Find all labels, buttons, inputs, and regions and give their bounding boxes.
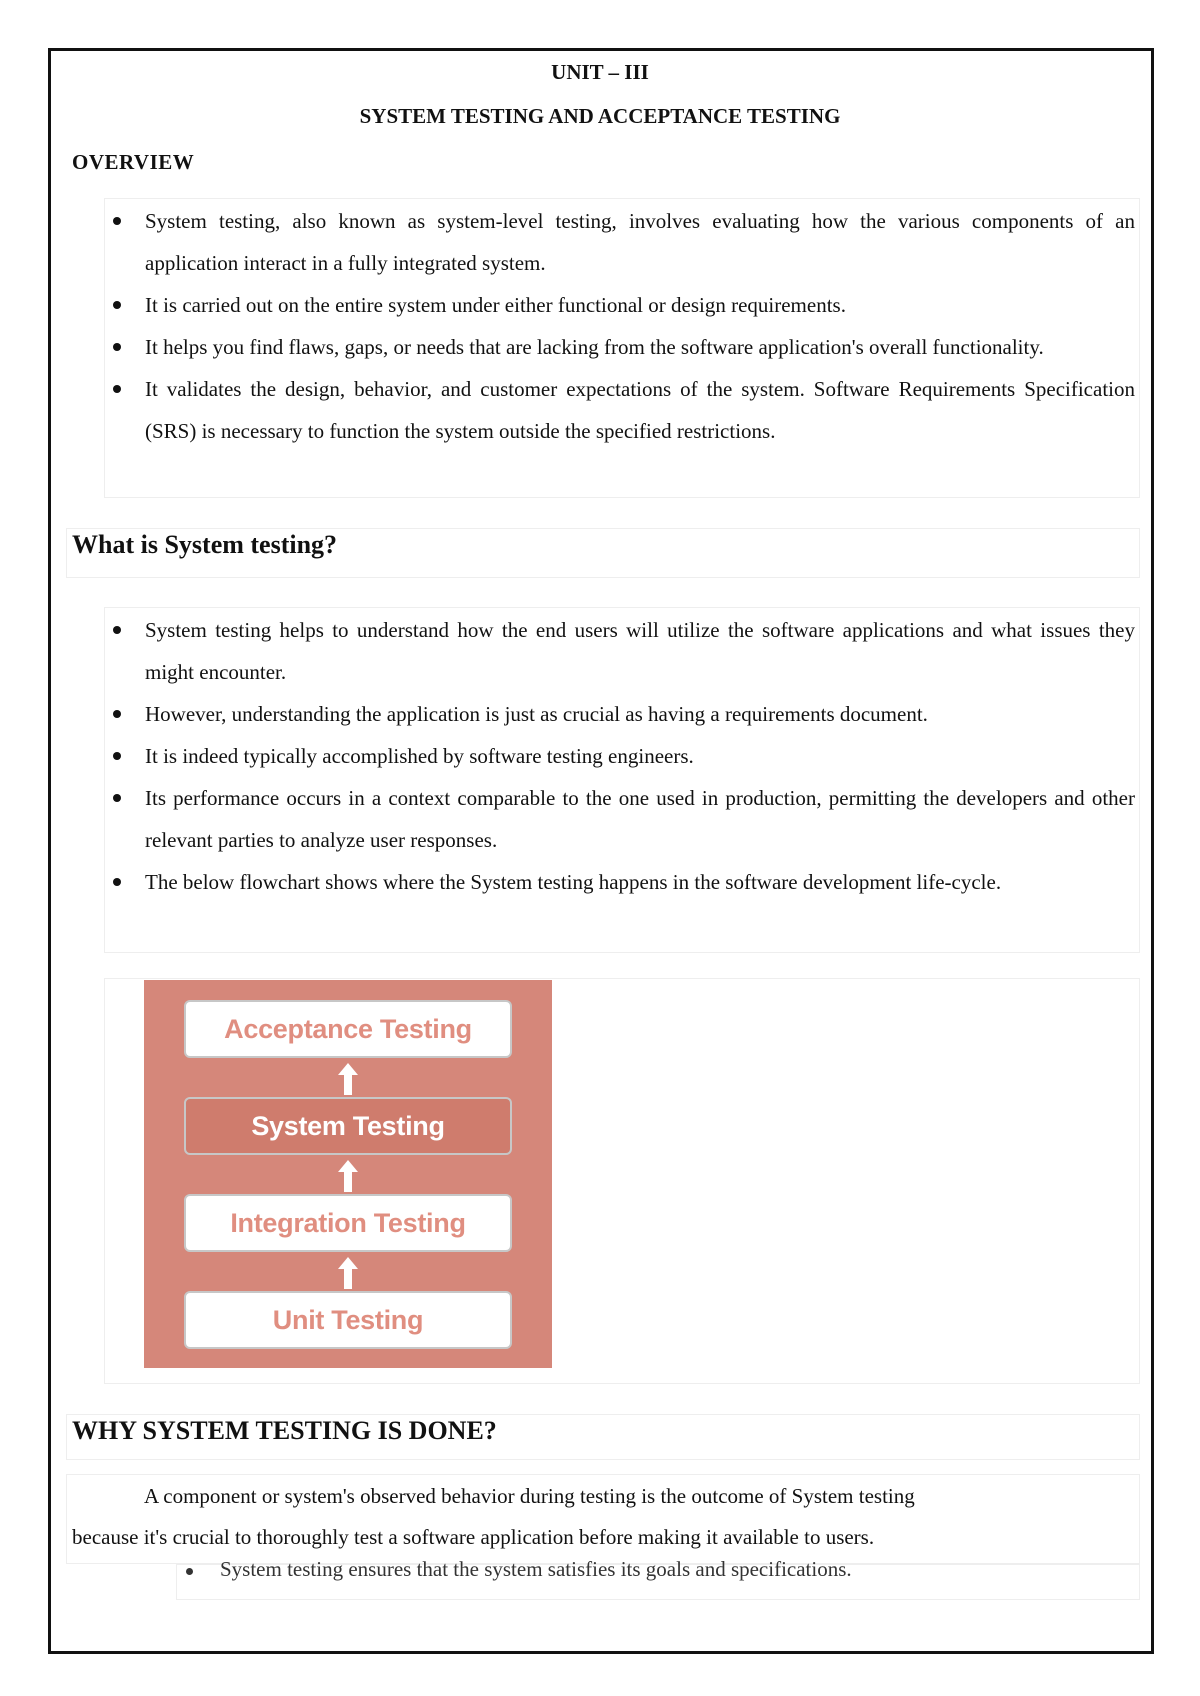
list-item: It is carried out on the entire system under either functional or design requirements. bbox=[105, 284, 1135, 326]
list-item: System testing, also known as system-level testing, involves evaluating how the various components of an application interact in a fully integrated system. bbox=[105, 200, 1135, 284]
stage-integration-testing: Integration Testing bbox=[184, 1194, 512, 1252]
list-item-text: System testing ensures that the system satisfies its goals and specifications. bbox=[220, 1557, 852, 1581]
why-paragraph-line: because it's crucial to thoroughly test a software application before making it available to users. bbox=[72, 1525, 875, 1549]
list-item: Its performance occurs in a context comparable to the one used in production, permitting the developers and other relevant parties to analyze user responses. bbox=[105, 777, 1135, 861]
arrow-up-icon bbox=[336, 1061, 360, 1097]
what-is-block bbox=[104, 607, 1140, 953]
overview-list bbox=[105, 199, 1139, 452]
why-heading: WHY SYSTEM TESTING IS DONE? bbox=[72, 1416, 497, 1445]
list-item: It validates the design, behavior, and customer expectations of the system. Software Requirements Specification (SRS) is necessary to function the system outside the specified restrictions. bbox=[105, 368, 1135, 452]
stage-unit-testing: Unit Testing bbox=[184, 1291, 512, 1349]
list-item bbox=[180, 1557, 852, 1582]
arrow-up-icon bbox=[336, 1158, 360, 1194]
stage-system-testing: System Testing bbox=[184, 1097, 512, 1155]
list-item: It helps you find flaws, gaps, or needs that are lacking from the software application's overall functionality. bbox=[105, 326, 1135, 368]
why-paragraph-line: A component or system's observed behavior during testing is the outcome of System testing bbox=[144, 1484, 915, 1508]
document-title: SYSTEM TESTING AND ACCEPTANCE TESTING bbox=[359, 104, 841, 128]
list-item: However, understanding the application is just as crucial as having a requirements document. bbox=[105, 693, 1135, 735]
stage-acceptance-testing: Acceptance Testing bbox=[184, 1000, 512, 1058]
list-item: The below flowchart shows where the System testing happens in the software development life-cycle. bbox=[105, 861, 1135, 903]
overview-heading: OVERVIEW bbox=[72, 150, 195, 174]
arrow-up-icon bbox=[336, 1255, 360, 1291]
why-paragraph bbox=[72, 1476, 1142, 1558]
unit-title: UNIT – III bbox=[551, 60, 649, 84]
what-is-list bbox=[105, 608, 1139, 903]
sdlc-flowchart bbox=[144, 980, 552, 1368]
overview-block bbox=[104, 198, 1140, 498]
what-is-heading: What is System testing? bbox=[72, 530, 338, 559]
list-item: System testing helps to understand how the end users will utilize the software applications and what issues they might encounter. bbox=[105, 609, 1135, 693]
list-item: It is indeed typically accomplished by software testing engineers. bbox=[105, 735, 1135, 777]
